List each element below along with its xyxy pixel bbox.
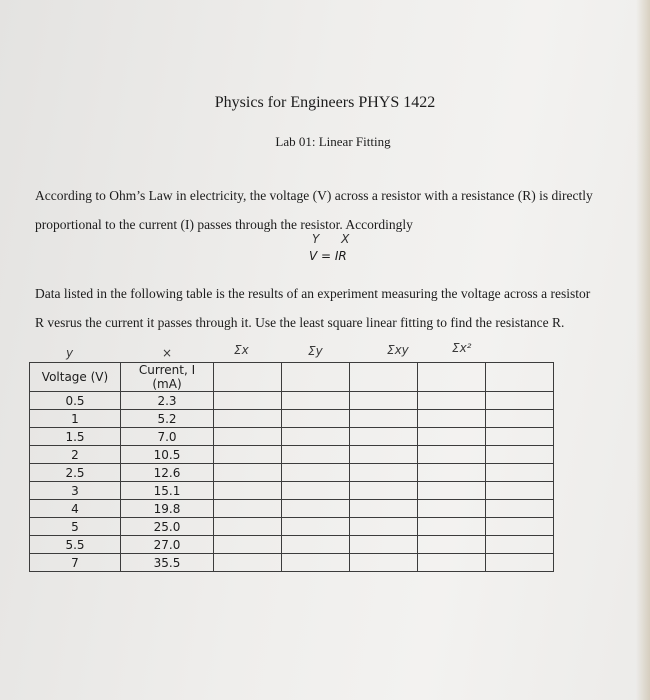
voltage-cell: 3 [30, 482, 121, 500]
handwritten-yx-annotation: Y X [312, 232, 359, 246]
table-row [30, 518, 554, 536]
voltage-cell: 1 [30, 410, 121, 428]
handwritten-sum-y-label: Σy [308, 344, 323, 358]
table-row [30, 482, 554, 500]
current-cell: 35.5 [121, 554, 214, 572]
table-row [30, 536, 554, 554]
table-row [30, 410, 554, 428]
current-cell: 19.8 [121, 500, 214, 518]
table-row [30, 428, 554, 446]
voltage-cell: 0.5 [30, 392, 121, 410]
voltage-cell: 7 [30, 554, 121, 572]
voltage-cell: 2 [30, 446, 121, 464]
voltage-cell: 2.5 [30, 464, 121, 482]
table-row [30, 392, 554, 410]
handwritten-sum-xy-label: Σxy [387, 343, 409, 357]
paragraph-line: According to Ohm’s Law in electricity, the voltage (V) across a resistor with a resistance (R) is directly [35, 188, 593, 203]
current-column-header: Current, I (mA) [121, 363, 214, 392]
handwritten-sum-x-label: Σx [234, 343, 249, 357]
empty-cell [418, 363, 486, 392]
voltage-current-table [29, 362, 554, 572]
voltage-cell: 1.5 [30, 428, 121, 446]
document-title: Physics for Engineers PHYS 1422 [214, 94, 436, 111]
handwritten-sum-x2-label: Σx² [452, 341, 472, 355]
handwritten-x-label: × [162, 346, 173, 360]
current-cell: 25.0 [121, 518, 214, 536]
voltage-cell: 5.5 [30, 536, 121, 554]
table-row [30, 464, 554, 482]
ohms-law-paragraph [35, 181, 635, 239]
paragraph-line: R vesrus the current it passes through it. Use the least square linear fitting to find the resistance R. [35, 315, 565, 330]
empty-cell [282, 363, 350, 392]
empty-cell [486, 363, 554, 392]
current-cell: 10.5 [121, 446, 214, 464]
table-row [30, 446, 554, 464]
table-row [30, 554, 554, 572]
current-cell: 27.0 [121, 536, 214, 554]
handwritten-y-label: y [66, 346, 74, 360]
current-cell: 15.1 [121, 482, 214, 500]
ohms-law-equation: V = IR [309, 249, 347, 263]
voltage-column-header: Voltage (V) [30, 363, 121, 392]
table-header-row [30, 363, 554, 392]
paragraph-line: proportional to the current (I) passes through the resistor. Accordingly [35, 217, 413, 232]
paragraph-line: Data listed in the following table is the results of an experiment measuring the voltage across a resistor [35, 286, 591, 301]
instructions-paragraph [35, 279, 635, 337]
empty-cell [350, 363, 418, 392]
current-cell: 12.6 [121, 464, 214, 482]
current-cell: 7.0 [121, 428, 214, 446]
voltage-cell: 4 [30, 500, 121, 518]
current-cell: 5.2 [121, 410, 214, 428]
voltage-cell: 5 [30, 518, 121, 536]
document-subtitle: Lab 01: Linear Fitting [275, 134, 391, 149]
table-row [30, 500, 554, 518]
current-cell: 2.3 [121, 392, 214, 410]
empty-cell [214, 363, 282, 392]
